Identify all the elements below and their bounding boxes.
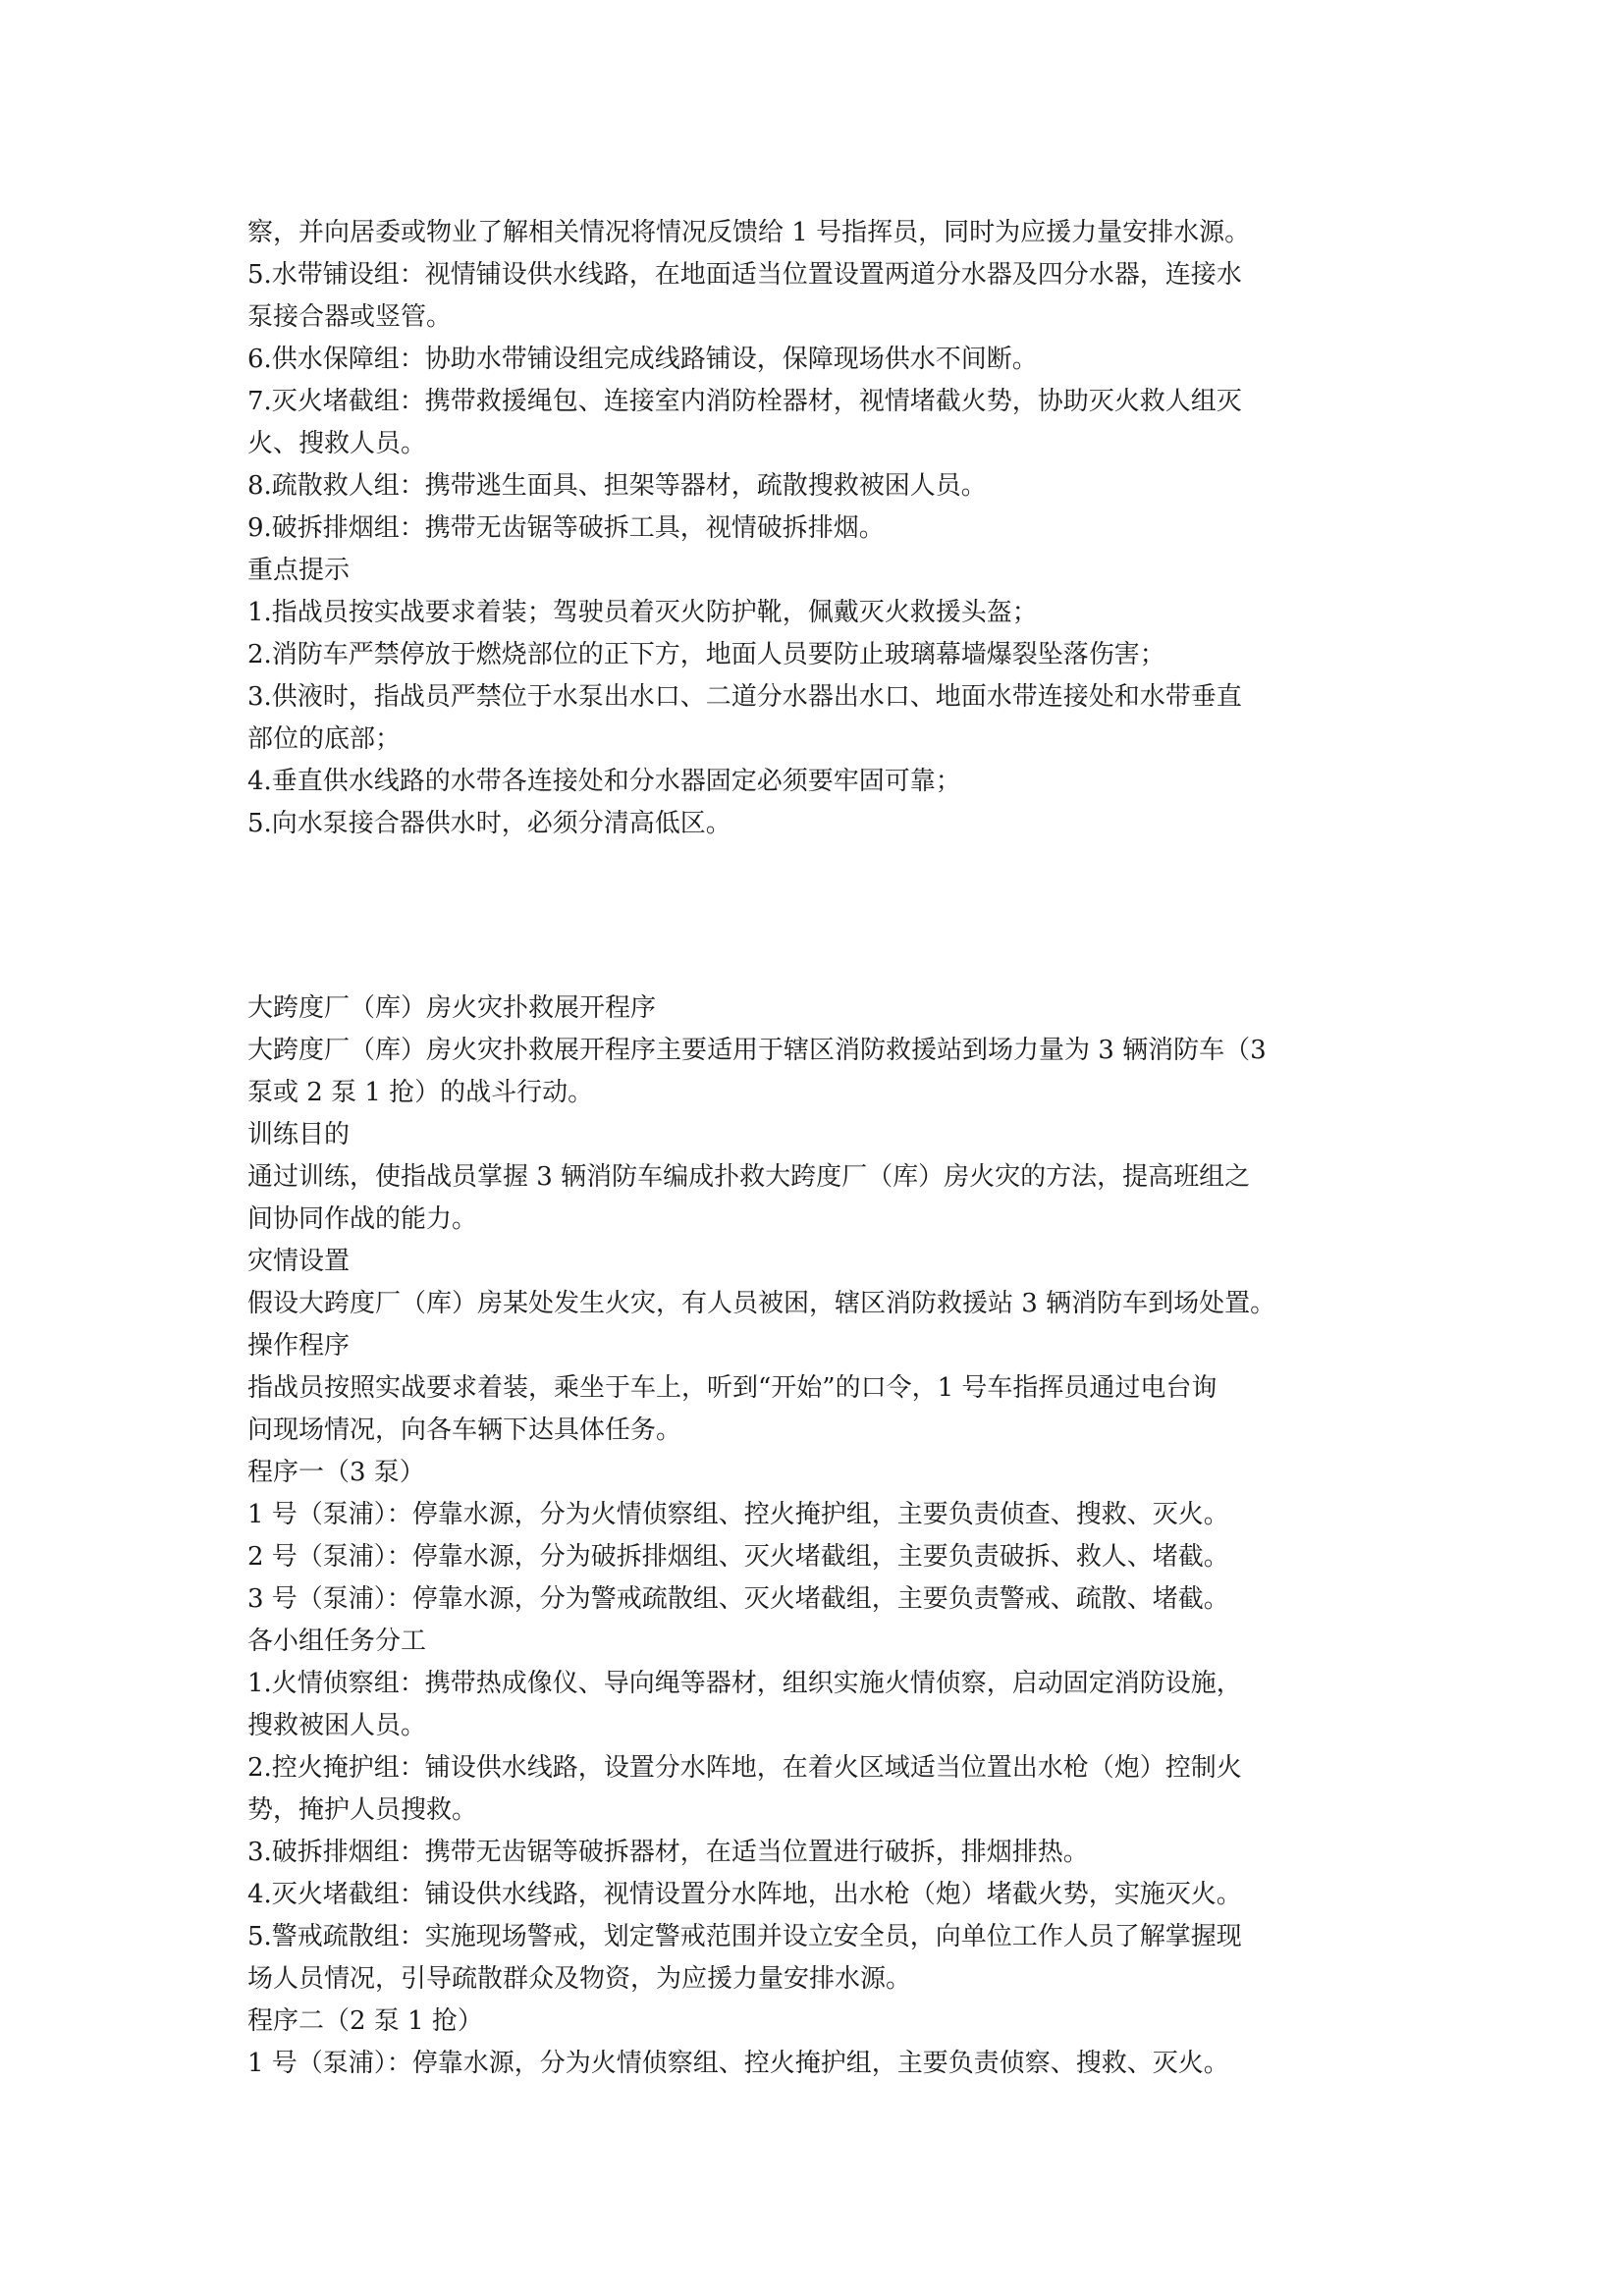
text-line: 2.消防车严禁停放于燃烧部位的正下方，地面人员要防止玻璃幕墙爆裂坠落伤害；: [247, 640, 1165, 669]
text-line: 通过训练，使指战员掌握 3 辆消防车编成扑救大跨度厂（库）房火灾的方法，提高班组之: [247, 1162, 1251, 1192]
text-line: 9.破拆排烟组：携带无齿锯等破拆工具，视情破拆排烟。: [247, 513, 885, 543]
text-line: 部位的底部；: [247, 724, 402, 754]
text-line: 场人员情况，引导疏散群众及物资，为应援力量安排水源。: [247, 1964, 912, 1994]
section-heading: 灾情设置: [247, 1247, 351, 1276]
text-line: 6.供水保障组：协助水带铺设组完成线路铺设，保障现场供水不间断。: [247, 345, 1038, 374]
text-line: 5.水带铺设组：视情铺设供水线路，在地面适当位置设置两道分水器及四分水器，连接水: [247, 260, 1242, 290]
text-line: 1.火情侦察组：携带热成像仪、导向绳等器材，组织实施火情侦察，启动固定消防设施，: [247, 1669, 1242, 1698]
text-line: 搜救被困人员。: [247, 1711, 427, 1740]
text-line: 大跨度厂（库）房火灾扑救展开程序主要适用于辖区消防救援站到场力量为 3 辆消防车（3: [247, 1036, 1267, 1065]
text-section-continuation: [247, 212, 1386, 845]
text-line: 1 号（泵浦）：停靠水源，分为火情侦察组、控火掩护组，主要负责侦查、搜救、灭火。: [247, 1500, 1229, 1529]
text-line: 势，掩护人员搜救。: [247, 1795, 478, 1825]
section-heading: 操作程序: [247, 1331, 351, 1361]
section-heading: 重点提示: [247, 556, 351, 585]
section-heading: 训练目的: [247, 1120, 351, 1149]
text-line: 5.向水泵接合器供水时，必须分清高低区。: [247, 809, 731, 838]
section-heading: 程序二（2 泵 1 抢）: [247, 2006, 483, 2036]
text-line: 问现场情况，向各车辆下达具体任务。: [247, 1415, 682, 1445]
text-line: 1.指战员按实战要求着装；驾驶员着灭火防护靴，佩戴灭火救援头盔；: [247, 598, 1038, 627]
text-line: 2 号（泵浦）：停靠水源，分为破拆排烟组、灭火堵截组，主要负责破拆、救人、堵截。: [247, 1542, 1229, 1572]
text-line: 7.灭火堵截组：携带救援绳包、连接室内消防栓器材，视情堵截火势，协助灭火救人组灭: [247, 387, 1242, 416]
text-line: 8.疏散救人组：携带逃生面具、担架等器材，疏散搜救被困人员。: [247, 471, 987, 501]
text-line: 4.垂直供水线路的水带各连接处和分水器固定必须要牢固可靠；: [247, 767, 961, 796]
text-line: 火、搜救人员。: [247, 429, 427, 458]
text-line: 4.灭火堵截组：铺设供水线路，视情设置分水阵地，出水枪（炮）堵截火势，实施灭火。: [247, 1880, 1242, 1909]
document-title: 大跨度厂（库）房火灾扑救展开程序: [247, 993, 657, 1023]
text-line: 间协同作战的能力。: [247, 1204, 478, 1234]
text-line: 泵接合器或竖管。: [247, 302, 453, 332]
section-heading: 各小组任务分工: [247, 1627, 427, 1656]
text-line: 2.控火掩护组：铺设供水线路，设置分水阵地，在着火区域适当位置出水枪（炮）控制火: [247, 1753, 1242, 1783]
section-heading: 程序一（3 泵）: [247, 1458, 425, 1487]
text-line: 泵或 2 泵 1 抢）的战斗行动。: [247, 1078, 594, 1107]
text-line: 5.警戒疏散组：实施现场警戒，划定警戒范围并设立安全员，向单位工作人员了解掌握现: [247, 1922, 1242, 1951]
text-section-large-span-factory: [247, 988, 1386, 2085]
text-line: 1 号（泵浦）：停靠水源，分为火情侦察组、控火掩护组，主要负责侦察、搜救、灭火。: [247, 2049, 1229, 2078]
text-line: 指战员按照实战要求着装，乘坐于车上，听到“开始”的口令，1 号车指挥员通过电台询: [247, 1373, 1218, 1403]
text-line: 3.供液时，指战员严禁位于水泵出水口、二道分水器出水口、地面水带连接处和水带垂直: [247, 682, 1242, 712]
text-line: 3.破拆排烟组：携带无齿锯等破拆器材，在适当位置进行破拆，排烟排热。: [247, 1838, 1089, 1867]
text-line: 3 号（泵浦）：停靠水源，分为警戒疏散组、灭火堵截组，主要负责警戒、疏散、堵截。: [247, 1584, 1229, 1614]
text-line: 假设大跨度厂（库）房某处发生火灾，有人员被困，辖区消防救援站 3 辆消防车到场处置。: [247, 1289, 1276, 1318]
text-line: 察，并向居委或物业了解相关情况将情况反馈给 1 号指挥员，同时为应援力量安排水源。: [247, 218, 1251, 247]
